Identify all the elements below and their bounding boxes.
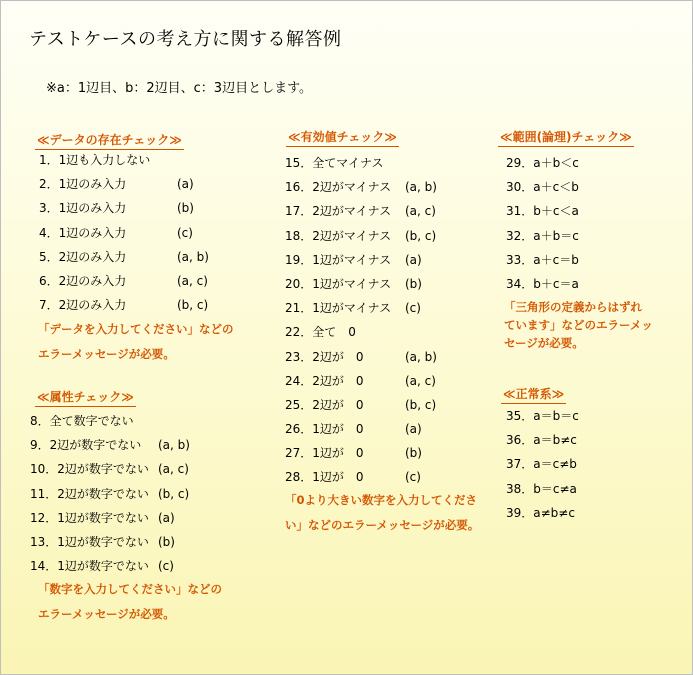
test-case-item [285,224,485,248]
test-case-label: 30．a＋c＜b [506,180,579,195]
test-case-label: 10．2辺が数字でない [30,462,149,477]
test-case-label: 29．a＋b＜c [506,156,579,170]
test-case-target: (a, c) [177,273,208,288]
test-case-label: 39．a≠b≠c [506,505,575,520]
section-header: ≪有効値チェック≫ [286,128,399,147]
test-case-item [506,428,676,452]
test-case-target: (a, c) [158,462,189,477]
test-case-item [39,221,259,245]
test-case-target: (a) [405,422,422,437]
test-case-item [30,530,260,554]
test-case-label: 31．b＋c＜a [506,204,579,219]
section-normal [501,383,566,404]
test-case-item [506,477,676,501]
test-case-target: (b, c) [177,298,209,313]
test-case-item [506,199,676,223]
test-case-item [285,272,485,296]
test-case-item [285,441,485,465]
test-case-list [506,151,676,296]
test-case-label: 33．a＋c＝b [506,252,579,267]
test-case-item [285,393,485,417]
test-case-item [30,482,260,506]
test-case-target: (a, b) [177,249,209,264]
error-note [38,317,234,366]
error-note-line: セージが必要。 [504,336,584,350]
test-case-label: 17．2辺がマイナス [285,204,392,219]
test-case-item [285,296,485,320]
test-case-label: 35．a＝b＝c [506,409,579,423]
error-note-line: 「データを入力してください」などの [38,322,234,336]
test-case-item [506,151,676,175]
test-case-label: 5．2辺のみ入力 [39,249,127,264]
test-case-item [39,196,259,220]
test-case-target: (b) [405,276,422,291]
test-case-target: (c) [405,470,421,485]
test-case-item [506,224,676,248]
test-case-item [506,175,676,199]
test-case-item [285,345,485,369]
error-note [504,298,653,352]
test-case-label: 3．1辺のみ入力 [39,201,127,216]
test-case-item [506,452,676,476]
test-case-label: 19．1辺がマイナス [285,252,392,267]
test-case-target: (a, b) [405,349,437,364]
error-note-line: 「三角形の定義からはずれ [504,300,642,314]
test-case-label: 12．1辺が数字でない [30,510,149,525]
test-case-target: (c) [405,301,421,316]
test-case-label: 22．全て 0 [285,325,356,340]
test-case-label: 16．2辺がマイナス [285,180,392,195]
section-header: ≪範囲(論理)チェック≫ [498,128,634,147]
error-note-line: い」などのエラーメッセージが必要。 [285,517,480,532]
test-case-label: 24．2辺が 0 [285,373,364,388]
section-attribute [35,386,136,407]
test-case-item [285,248,485,272]
test-case-item [39,293,259,317]
test-case-label: 27．1辺が 0 [285,446,364,461]
test-case-item [30,409,260,433]
test-case-target: (b) [177,201,194,216]
error-note-line: エラーメッセージが必要。 [38,346,175,361]
test-case-label: 9．2辺が数字でない [30,438,142,453]
test-case-label: 20．1辺がマイナス [285,276,392,291]
section-header: ≪属性チェック≫ [35,388,136,407]
test-case-label: 4．1辺のみ入力 [39,225,127,240]
test-case-target: (b, c) [158,486,190,501]
test-case-item [506,404,676,428]
test-case-target: (c) [158,559,174,574]
error-note-line: エラーメッセージが必要。 [38,606,175,621]
test-case-target: (b, c) [405,228,437,243]
test-case-item [39,245,259,269]
test-case-target: (a, b) [405,180,437,195]
test-case-label: 15．全てマイナス [285,156,384,170]
test-case-label: 8．全て数字でない [30,414,134,428]
test-case-item [506,501,676,525]
test-case-item [285,369,485,393]
error-note-line: ています」などのエラーメッ [504,318,653,332]
test-case-label: 32．a＋b＝c [506,228,579,243]
test-case-label: 38．b＝c≠a [506,481,577,496]
test-case-item [30,554,260,578]
test-case-target: (b) [158,534,175,549]
test-case-item [285,417,485,441]
test-case-label: 14．1辺が数字でない [30,559,149,574]
test-case-target: (a) [158,510,175,525]
test-case-target: (a) [177,177,194,192]
test-case-item [30,433,260,457]
test-case-label: 26．1辺が 0 [285,422,364,437]
test-case-item [30,506,260,530]
section-range [498,126,634,147]
test-case-item [285,175,485,199]
test-case-label: 1．1辺も入力しない [39,153,151,167]
test-case-item [39,269,259,293]
test-case-label: 13．1辺が数字でない [30,534,149,549]
test-case-item [506,272,676,296]
test-case-list [285,151,485,490]
test-case-label: 34．b＋c＝a [506,276,579,291]
test-case-label: 6．2辺のみ入力 [39,273,127,288]
error-note-line: 「0より大きい数字を入力してくださ [285,493,477,507]
section-header: ≪正常系≫ [501,385,566,404]
test-case-label: 28．1辺が 0 [285,470,364,485]
test-case-target: (a, b) [158,438,190,453]
notation-note: ※a：1辺目、b：2辺目、c：3辺目とします。 [46,81,313,96]
test-case-list [39,148,259,317]
section-header: ≪データの存在チェック≫ [35,131,184,150]
test-case-list [506,404,676,525]
test-case-label: 2．1辺のみ入力 [39,177,127,192]
test-case-label: 11．2辺が数字でない [30,486,149,501]
test-case-item [39,172,259,196]
test-case-label: 23．2辺が 0 [285,349,364,364]
test-case-item [285,151,485,175]
test-case-target: (a, c) [405,204,436,219]
test-case-item [506,248,676,272]
test-case-label: 37．a＝c≠b [506,457,577,472]
test-case-target: (b) [405,446,422,461]
test-case-item [285,199,485,223]
test-case-item [30,457,260,481]
test-case-target: (c) [177,225,193,240]
error-note-line: 「数字を入力してください」などの [38,582,222,596]
error-note [38,577,222,626]
test-case-label: 18．2辺がマイナス [285,228,392,243]
test-case-label: 36．a＝b≠c [506,433,577,448]
section-data-existence [35,129,184,150]
test-case-list [30,409,260,578]
test-case-item [285,465,485,489]
section-valid-value [286,126,399,147]
test-case-target: (a) [405,252,422,267]
test-case-target: (a, c) [405,373,436,388]
test-case-target: (b, c) [405,397,437,412]
test-case-label: 21．1辺がマイナス [285,301,392,316]
test-case-label: 25．2辺が 0 [285,397,364,412]
test-case-label: 7．2辺のみ入力 [39,298,127,313]
test-case-item [39,148,259,172]
test-case-item [285,320,485,344]
error-note [285,488,479,537]
page-title: テストケースの考え方に関する解答例 [29,29,342,50]
